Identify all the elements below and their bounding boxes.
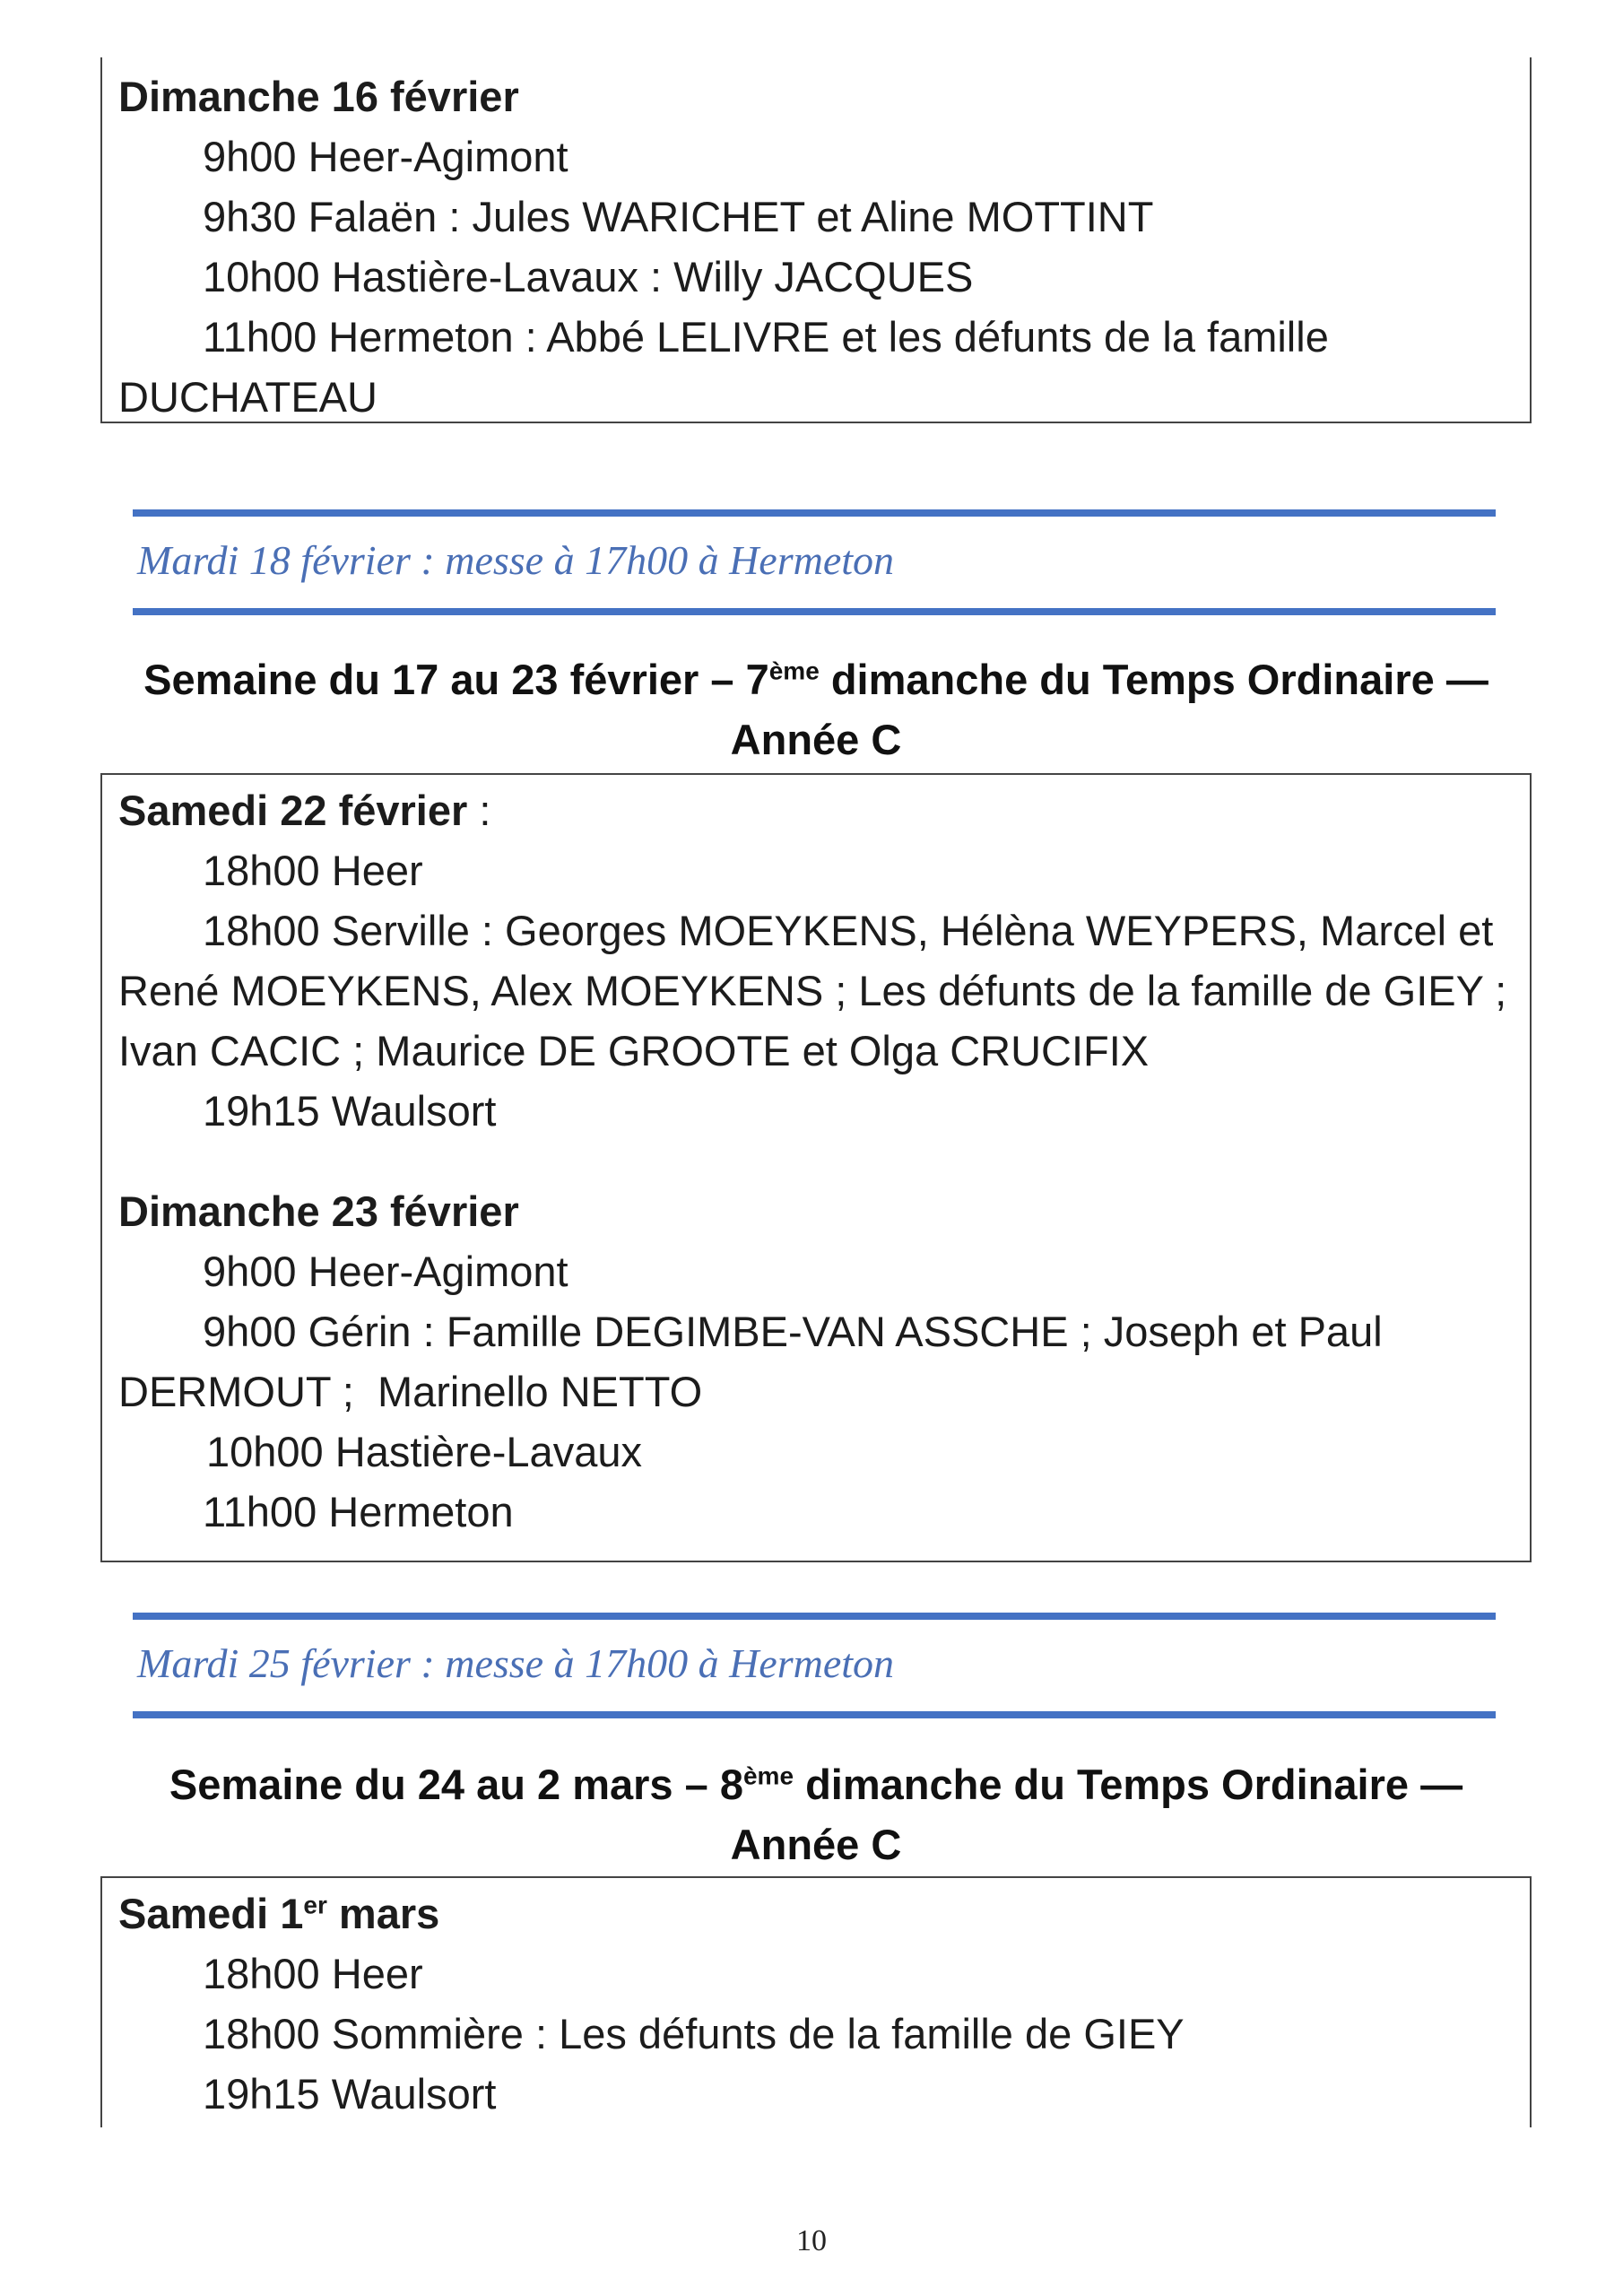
mass-line: 9h00 Gérin : Famille DEGIMBE-VAN ASSCHE ; Joseph et Paul: [203, 1308, 1383, 1355]
week-heading-prefix: Semaine du 17 au 23 février – 7: [143, 656, 769, 703]
mass-line: 10h00 Hastière-Lavaux: [206, 1428, 642, 1475]
page-number: 10: [796, 2224, 827, 2257]
week-heading-1: [100, 649, 1532, 770]
mass-line-continuation: Ivan CACIC ; Maurice DE GROOTE et Olga CRUCIFIX: [118, 1027, 1150, 1074]
week-heading-year: Année C: [730, 716, 902, 763]
divider-rule: [133, 1613, 1496, 1620]
mass-line: 11h00 Hermeton: [203, 1488, 514, 1535]
mass-line-continuation: DERMOUT ; Marinello NETTO: [118, 1368, 703, 1415]
week-heading-year: Année C: [730, 1821, 902, 1868]
week-heading-prefix: Semaine du 24 au 2 mars – 8: [169, 1761, 743, 1808]
mass-line-continuation: René MOEYKENS, Alex MOEYKENS ; Les défunts de la famille de GIEY ;: [118, 967, 1507, 1014]
mass-line: 19h15 Waulsort: [203, 2070, 497, 2118]
day-heading-prefix: Samedi 1: [118, 1890, 304, 1937]
mass-line: 9h00 Heer-Agimont: [203, 133, 568, 180]
mass-box-week-17-23: [100, 773, 1532, 1562]
divider-rule: [133, 608, 1496, 615]
announcement-tuesday-18: Mardi 18 février : messe à 17h00 à Hermeton: [137, 537, 895, 583]
divider-rule: [133, 509, 1496, 517]
mass-line-continuation: DUCHATEAU: [118, 373, 378, 421]
day-heading: Samedi 22 février: [118, 787, 468, 834]
mass-line: 18h00 Sommière : Les défunts de la famille de GIEY: [203, 2010, 1185, 2057]
announcement-tuesday-25: Mardi 25 février : messe à 17h00 à Hermeton: [137, 1640, 895, 1686]
day-heading: Dimanche 23 février: [118, 1187, 519, 1235]
mass-line: 11h00 Hermeton : Abbé LELIVRE et les défunts de la famille: [203, 313, 1329, 361]
mass-line: 18h00 Serville : Georges MOEYKENS, Hélèna WEYPERS, Marcel et: [203, 907, 1494, 954]
week-heading-2: [100, 1754, 1532, 1874]
divider-rule: [133, 1711, 1496, 1718]
day-heading: Dimanche 16 février: [118, 73, 519, 120]
week-heading-sup: ème: [742, 1761, 794, 1790]
mass-line: 19h15 Waulsort: [203, 1087, 497, 1135]
mass-line: 18h00 Heer: [203, 847, 423, 894]
mass-box-saturday-1-march: [100, 1876, 1532, 2127]
mass-line: 18h00 Heer: [203, 1950, 423, 1997]
week-heading-sup: ème: [768, 657, 820, 685]
mass-box-sunday-16: [100, 57, 1532, 423]
mass-line: 9h00 Heer-Agimont: [203, 1248, 568, 1295]
day-heading-sup: er: [303, 1891, 327, 1919]
week-heading-suffix: dimanche du Temps Ordinaire —: [819, 656, 1488, 703]
week-heading-suffix: dimanche du Temps Ordinaire —: [794, 1761, 1463, 1808]
mass-line: 9h30 Falaën : Jules WARICHET et Aline MOTTINT: [203, 193, 1154, 240]
mass-line: 10h00 Hastière-Lavaux : Willy JACQUES: [203, 253, 974, 300]
day-heading-colon: :: [467, 787, 491, 834]
day-heading-suffix: mars: [326, 1890, 440, 1937]
